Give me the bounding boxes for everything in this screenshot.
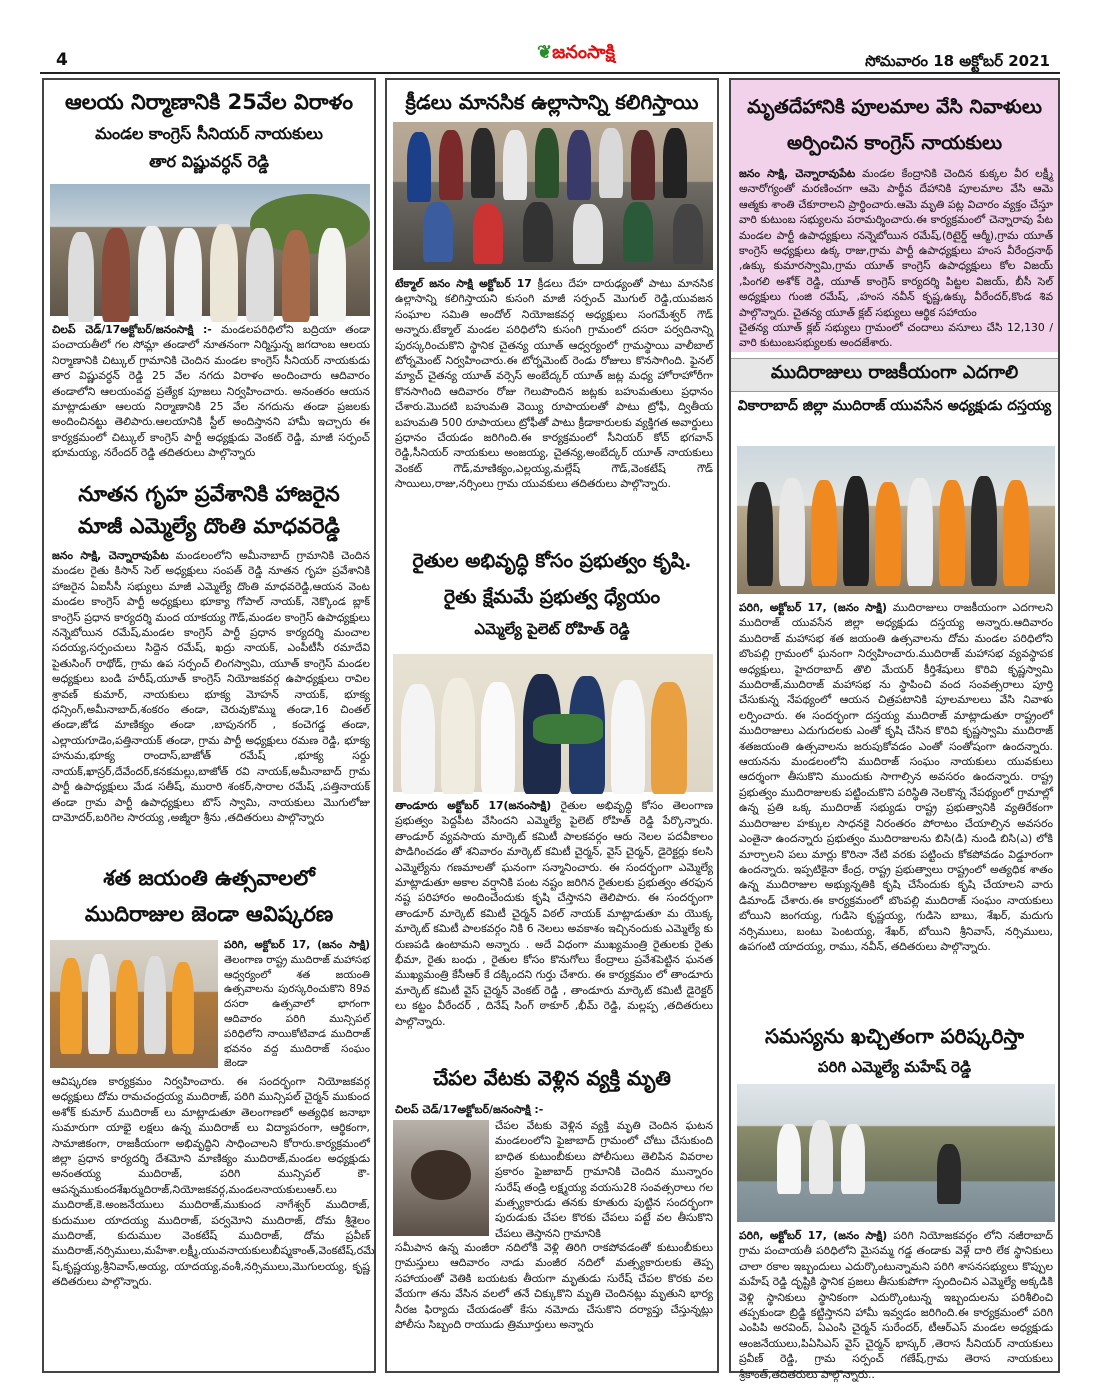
subheadline: వికారాబాద్ జిల్లా ముదిరాజ్ యువసేన అధ్యక్షుడు దస్తయ్య xyxy=(737,398,1052,414)
subheadline: ఎమ్మెల్యే పైలెట్ రోహిత్ రెడ్డి xyxy=(474,620,630,638)
headline-problem-solving: సమస్యను ఖచ్చితంగా పరిష్కరిస్తా xyxy=(764,1024,1025,1048)
subheadline: మండల కాంగ్రెస్ సీనియర్ నాయకులు xyxy=(95,124,323,143)
column-3 xyxy=(729,78,1060,1381)
headline-farmers: రైతుల అభివృద్ధి కోసం ప్రభుత్వం కృషి. xyxy=(412,550,692,572)
headline-housewarming: నూతన గృహ ప్రవేశానికి హాజరైన xyxy=(78,482,340,506)
article-body: చిలప్ చెడ్/17అక్టోబర్/జనంసాక్షి :- మండలపరిధిలోని బద్రియా తండా పంచాయతీలో గల సోమ్లా తండాలో నూతనంగా నిర్మిస్తున్న జగదాంబ ఆలయ నిర్మాణానికి చిట్కుల్ గ్రామానికి చెందిన మండల కాంగ్రెస్ సీనియర్ నాయకుడు తార విష్ణువర్ధన్ రెడ్డి 25 వేల నగదు విరాళం అందించారు ఆదివారం తండాలోని ఆలయంవద్ద ప్రత్యేక పూజలు నిర్వహించారు. అనంతరం ఆయన మాట్లాడుతూ ఆలయ నిర్మాణానికి 25 వేల నగదును తండా ప్రజలకు అందించినట్టు తెలిపారు.ఆలయానికి స్టీల్ అందిస్తానని హామీ ఇచ్చారు ఈ కార్యక్రమంలో చిట్కుల్ కాంగ్రెస్ పార్టీ అధ్యక్షుడు వెంకట్ రెడ్డి, మాజీ సర్పంచ్ భూమయ్య, నరేందర్ రెడ్డి తదితరులు పాల్గొన్నారు xyxy=(52,323,371,460)
column-2 xyxy=(385,78,719,1373)
bridge-site-photo xyxy=(737,1084,1055,1222)
headline-centenary: శత జయంతి ఉత్సవాలలో xyxy=(103,866,315,890)
headline-tribute: మృతదేహానికి పూలమాల వేసి నివాళులు xyxy=(747,96,1042,118)
mla-felicitation-photo xyxy=(393,654,713,792)
headline-flag-hoisting: ముదిరాజుల జెండా ఆవిష్కరణ xyxy=(84,902,334,926)
issue-date: సోమవారం 18 అక్టోబర్ 2021 xyxy=(865,52,1050,70)
article-body: జనం సాక్షి, చెన్నారావుపేట మండలంలోని అమీనాబాద్ గ్రామానికి చెందిన మండల రైతు కిసాన్ సెల్ అధ్యక్షులు సంపత్ రెడ్డి నూతన గృహ ప్రవేశానికి హాజరైన ఏఐసీసీ సభ్యులు మాజీ ఎమ్మెల్యే దొంతి మాధవరెడ్డి,ఆయన వెంట మండల కాంగ్రెస్ పార్టీ అధ్యక్షులు భూక్యా గోపాల్ నాయక్, నెక్కొండ బ్లాక్ కాంగ్రెస్ ప్రధాన కార్యదర్శి మంద యాకయ్య గౌడ్,మండల కాంగ్రెస్ ఉపాధ్యక్షులు నన్నెబోయిన రమేష్,మండల కాంగ్రెస్ పార్టీ ప్రధాన కార్యదర్శి మంచాల సదయ్య,సర్పంచులు సిద్దెన రమేష్, ఖద్రు నాయక్, ఎంపీటీసీ రమాదేవి పైతుసింగ్ రాథోడ్, గ్రామ ఉప సర్పంచ్ లింగస్వామి, యూత్ కాంగ్రెస్ మండల అధ్యక్షులు బండి హరీష్,యూత్ కాంగ్రెస్ నియోజకవర్గ ఉపాధ్యక్షులు రావిల శ్రావణ్ కుమార్, నాయకులు భూక్య మోహన్ నాయక్, భూక్య ధన్సింగ్,అమీనాబాద్,శంకరం తండా, చెరువుకొమ్ము తండా,16 చింతల్ తండా,జోడ మాణిక్యం తండా ,బాపునగర్ , కంచెగడ్డ తండా, ఎల్లాయగూడెం,పత్తినాయక్ తండా, గ్రామ పార్టీ అధ్యక్షులు రమణ రెడ్డి, భూక్య హనుమ,భూక్య రాందాస్,బాజోత్ రమేష్ ,భూక్య సర్దు నాయక్,ఖాస్రర్,దేవేందర్,కనకమల్లు,బాజోత్ రవి నాయక్,అమీనాబాద్ గ్రామ పార్టీ ఉపాధ్యక్షులు మేడ సతీష్, మురారి శంకర్,సారాల రమేష్ ,పత్తినాయక్ తండా గ్రామ పార్టీ ఉపాధ్యక్షులు బొస్ స్వామి, నాయకులు మొగులోజు దామోదర్,బరిగెల సారయ్య ,అజ్మీరా శ్రీను ,తదితరులు పాల్గొన్నారు xyxy=(52,549,371,824)
headline-housewarming-2: మాజీ ఎమ్మెల్యే దొంతి మాధవరెడ్డి xyxy=(78,514,340,538)
article-body: సమీపాన ఉన్న మంజీరా నదిలోకి వెళ్లి తిరిగి రాకపోవడంతో కుటుంబీకులు గ్రామస్తులు ఆదివారం నాడు మంజీర నదిలో మత్స్యకారులకు తెప్ప సహాయంతో వెతికి బయటకు తీయగా మృతుడు సురేష్ చేపల కొరకు వల వేయగా తను వేసిన వలలో తనే చిక్కుకొని మృతి చెందినట్లు మృతుని భార్య నీరజ ఫిర్యాదు చేయడంతో కేసు నమోదు చేసుకొని దర్యాప్తు చేస్తున్నట్లు పోలీసు సిబ్బంది రాయుడు త్రిమూర్తులు అన్నారు xyxy=(395,1241,713,1332)
subheadline: తార విష్ణువర్ధన్ రెడ్డి xyxy=(149,152,269,171)
column-1 xyxy=(42,78,376,1373)
article-body: తాండూరు అక్టోబర్ 17(జనంసాక్షి) రైతుల అభివృద్ధి కోసం తెలంగాణ ప్రభుత్వం పెద్దపీట వేసిందని ఎమ్మెల్యే పైలెట్ రోహిత్ రెడ్డి పేర్కొన్నారు. తాండూర్ వ్యవసాయ మార్కెట్ కమిటీ పాలకవర్గం ఆరు నెలల పదవీకాలం పొడిగించడం తో శనివారం మార్కెట్ కమిటీ చైర్మన్, వైస్ చైర్మన్, డైరెక్టర్లు కలసి ఎమ్మెల్యేను గణమాలతో ఘనంగా సన్మానించారు. ఈ సందర్భంగా ఎమ్మెల్యే మాట్లాడుతూ అకాల వర్షానికి పంట నష్టం జరిగిన రైతులకు ప్రభుత్వం తరఫున నష్ట పరిహారం అందించేందుకు కృషి చేస్తానని తెలిపారు. ఈ సందర్భంగా తాండూర్ మార్కెట్ కమిటీ చైర్మన్ విఠల్ నాయక్ మాట్లాడుతూ మ యొక్క మార్కెట్ కమిటీ పాలకవర్గం నికి 6 నెలలు అవకాశం ఇచ్చినందుకు ఎమ్మెల్యే కు రుణపడి ఉంటామని అన్నారు . అదే విధంగా ముఖ్యమంత్రి రైతులకు రైతు భీమా, రైతు బంధు , రైతుల కోసం కొనుగోలు కేంద్రాలు ప్రవేశపెట్టిన ఘనత ముఖ్యమంత్రి కేసీఆర్ కే దక్కిందని గుర్తు చేశారు. ఈ కార్యక్రమం లో తాండూరు మార్కెట్ కమిటీ వైస్ చైర్మన్ వెంకట్ రెడ్డి , తాండూరు మార్కెట్ కమిటీ డైరెక్టర్ లు కట్టం వీరేందర్ , దినేష్ సింగ్ ఠాకూర్ ,భీమ్ రెడ్డి, మల్లప్ప ,తదితరులు పాల్గొన్నారు. xyxy=(395,799,713,1028)
mudiraj-event-photo xyxy=(737,446,1055,594)
subheadline: పరిగి ఎమ్మెల్యే మహేష్ రెడ్డి xyxy=(817,1058,972,1076)
temple-donation-photo xyxy=(50,184,370,316)
headline-fishing-death: చేపల వేటకు వెళ్లిన వ్యక్తి మృతి xyxy=(433,1066,671,1090)
flag-hoisting-photo xyxy=(50,940,218,1068)
article-body: పరిగి, అక్టోబర్ 17, (జనం సాక్షి) ముదిరాజులు రాజకీయంగా ఎదగాలని ముదిరాజ్ యువసేన జిల్లా అధ్యక్షుడు దస్తయ్య అన్నారు.ఆదివారం ముదిరాజ్ మహాసభ శత జయంతి ఉత్సవాలను దోమ మండల పరిధిలోని బొంపల్లి గ్రామంలో ఘనంగా నిర్వహించారు.ముదిరాజ్ మహాసభ వ్యవస్థాపక అధ్యక్షులు, హైదరాబాద్ తొలి మేయర్ కీర్తిశేషులు కొరివి కృష్ణస్వామి ముదిరాజ్,ముదిరాజ్ మహాసభ ను స్థాపించి వంద సంవత్సరాలు పూర్తి చేసుకున్న నేపథ్యంలో ఆయన చిత్రపటానికి పూలమాలలు వేసి నివాళు లర్పించారు. ఈ సందర్భంగా దస్తయ్య ముదిరాజ్ మాట్లాడుతూ రాష్ట్రంలో ముదిరాజులు ఎదుగుదలకు ఎంతో కృషి చేసిన కొరివి కృష్ణస్వామి ముదిరాజ్ శతజయంతి ఉత్సవాలను జరుపుకోవడం ఎంతో సంతోషంగా ఉందన్నారు. ఆయనను మండలంలోని ముదిరాజ్ సంఘం నాయకులు యువకులు ఆదర్శంగా తీసుకొని ముందుకు సాగాల్సిన అవసరం ఉందన్నారు. రాష్ట్ర ప్రభుత్వం ముదిరాజులకు పట్టించుకొని పరిస్థితి నెలకొన్న నేపథ్యంలో గ్రామాల్లో ఉన్న ప్రతి ఒక్క ముదిరాజ్ సభ్యుడు రాష్ట్ర ప్రభుత్వానికి వ్యతిరేకంగా ముదిరాజుల హక్కుల సాధనకై నిరంతరం పోరాటం చేయాల్సిన అవసరం ఎంతైనా ఉందన్నారు ప్రభుత్వం ముదిరాజులను బిసి(డి) నుండి బిసి(ఎ) లోకి మార్చాలని పలు మార్లు కొరినా నేటి వరకు పట్టించు కోకపోవడం విడ్డూరంగా ఉందన్నారు. ఇప్పటికైనా కేంద్ర, రాష్ట్ర ప్రభుత్వాలు రాష్ట్రంలో అత్యధిక శాతం ఉన్న ముదిరాజుల అభ్యున్నతికి కృషి చేసేందుకు కృషి చేయాలని వారు డిమాండ్ చేశారు.ఈ కార్యక్రమంలో బొంపల్లి ముదిరాజ్ సంఘం నాయకులు బోయిని జంగయ్య, గుడిసె కృష్ణయ్య, గుడిసె బాబు, శేఖర్, మదుగు నర్సిములు, బంటు పెంటయ్య, శేఖర్, బోయిని శ్రీనివాస్, నర్సిములు, ఉపగంటి యాదయ్య, రాము, నవీన్, తదితరులు పాల్గొన్నారు. xyxy=(739,601,1053,953)
headline-tribute-2: అర్పించిన కాంగ్రెస్ నాయకులు xyxy=(786,132,1003,154)
volleyball-team-photo xyxy=(393,122,713,270)
article-body: చైతన్య యూత్ క్లబ్ సభ్యులు గ్రామంలో చందాలు వసూలు చేసి 12,130 / వారి కుటుంబసభ్యులకు అందజేశారు. xyxy=(739,321,1053,350)
article-dateline: చిలప్ చెడ్/17అక్టోబర్/జనంసాక్షి :- xyxy=(395,1103,544,1116)
article-body: టేక్మాల్ జనం సాక్షి అక్టోబర్ 17 క్రీడలు దేహ దారుఢ్యంతో పాటు మానసిక ఉల్లాసాన్ని కలిగిస్తాయని కుసంగి మాజీ సర్పంచ్ మొగుల్ రెడ్డి,యువజన సంఘాల సమితి అందోల్ నియోజకవర్గ అధ్యక్షులు సంగమేశ్వర్ గౌడ్ అన్నారు.టేక్మాల్ మండల పరిధిలోని కుసంగి గ్రామంలో దసరా పర్వదినాన్ని పురస్కరించుకొని స్థానిక చైతన్య యూత్ ఆధ్వర్యంలో గ్రామస్థాయి వాలీబాల్ టోర్నమెంట్ నిర్వహించారు.ఈ టోర్నమెంట్ రెండు రోజులు కొనసాగింది. ఫైనల్ మ్యాచ్ చైతన్య యూత్ వర్సెస్ అంబేద్కర్ యూత్ జట్ల మధ్య హోరాహోరీగా కొనసాగింది ఆదివారం రోజు గెలుపొందిన జట్లకు బహుమతులు ప్రధానం చేశారు.మొదటి బహుమతి వెయ్యి రూపాయలతో పాటు ట్రోఫీ, ద్వితీయ బహుమతి 500 రూపాయలు ట్రోఫీతో పాటు క్రీడాకారులకు వ్యక్తిగత అవార్డులు ప్రధానం చేయడం జరిగింది.ఈ కార్యక్రమంలో సీనియర్ కోచ్ భగవాన్ రెడ్డి,సీనియర్ నాయకులు అంజయ్య, చైతన్య,అంబేద్కర్ యూత్ నాయకులు వెంకట్ గౌడ్,మాణిక్యం,ఎల్లయ్య,మల్లేష్ గౌడ్,వెంకటేష్ గౌడ్ సాయిలు,రాజు,నర్సింలు గ్రామ యువకులు తదితరులు పాల్గొన్నారు. xyxy=(395,277,713,491)
headline-sports: క్రీడలు మానసిక ఉల్లాసాన్ని కలిగిస్తాయి xyxy=(405,90,699,114)
newspaper-logo: ❦జనంసాక్షి xyxy=(537,42,615,63)
article-body: జనం సాక్షి, చెన్నారావుపేట మండల కేంద్రానికి చెందిన కుక్కల వీర లక్ష్మీ అనారోగ్యంతో మరణించగా ఆమె పార్థీవ దేహానికి పూలమాల వేసి ఆమె ఆత్మకు శాంతి చేకూరాలని ప్రార్థించారు.ఆమె మృతి పట్ల విచారం వ్యక్తం చేస్తూ వారి కుటుంబ సభ్యులను పరామర్శించారు.ఈ కార్యక్రమంలో చెన్నారావు పేట మండల పార్టీ ఉపాధ్యక్షులు నన్నెబోయిన రమేష్,(రిటైర్డ్ ఆర్మీ),గ్రామ యూత్ కాంగ్రెస్ అధ్యక్షులు ఉక్క రాజు,గ్రామ పార్టీ ఉపాధ్యక్షులు హంస వీరేంద్రనాథ్ ,ఉక్కు కుమారస్వామి,గ్రామ యూత్ కాంగ్రెస్ ఉపాధ్యక్షులు కోల విజయ్ ,పింగలి అశోక్ రెడ్డి, యూత్ కాంగ్రెస్ కార్యదర్శి పిట్టల విజయ్, బీసీ సెల్ అధ్యక్షులు గుంజి రమేష్, ,హంస నవీన్ కృష్ణ,ఉక్కు వీరేందర్,కొండ శివ పాల్గొన్నారు. చైతన్య యూత్ క్లబ్ సభ్యులు ఆర్థిక సహాయం xyxy=(739,167,1054,319)
headline-temple-donation: ఆలయ నిర్మాణానికి 25వేల విరాళం xyxy=(65,90,353,114)
masthead xyxy=(40,42,1060,74)
deceased-photo xyxy=(393,1120,489,1236)
headline-farmers-2: రైతు క్షేమమే ప్రభుత్వ ధ్యేయం xyxy=(443,586,661,608)
headline-mudiraj-politics: ముదిరాజులు రాజకీయంగా ఎదగాలి xyxy=(770,362,1019,383)
article-body: ఆవిష్కరణ కార్యక్రమం నిర్వహించారు. ఈ సందర్భంగా నియోజకవర్గ అధ్యక్షులు దోమ రామచంద్రయ్య ముదిరాజ్, పరిగి మున్సిపల్ చైర్మన్ ముకుంద అశోక్ కుమార్ ముదిరాజ్ లు మాట్లాడుతూ తెలంగాణలో అత్యధిక జనాభా సుమారుగా యాభై లక్షలు ఉన్న ముదిరాజ్ లు విద్యాపరంగా, ఆర్థికంగా, సామాజికంగా, రాజకీయంగా అభివృద్ధిని సాధించాలని కోరారు.కార్యక్రమంలో జిల్లా ప్రధాన కార్యదర్శి దేశమోని మాణిక్యం ముదిరాజ్,మండల అధ్యక్షుడు అనంతయ్య ముదిరాజ్, పరిగి మున్సిపల్ కౌ- ఆపన్నముకుందశేఖర్ముదిరాజ్,నియోజకవర్గ,మండలనాయకులుఆర్.లు ముదిరాజ్,కె.అంజనేయులు ముదిరాజ్,ముకుంద నాగేశ్వర్ ముదిరాజ్, కుదుముల యాదయ్య ముదిరాజ్, పర్వమోని ముదిరాజ్, దోమ శ్రీశైలం ముదిరాజ్, కుదుముల వెంకటేష్ ముదిరాజ్, దోమ ప్రవీణ్ ముదిరాజ్,నర్సిములు,మహేశా.లక్ష్మీ,యువనాయకులుబీష్మకాంత్,వెంకటేష్,రమే ష్,కృష్ణయ్య,శ్రీనివాస్,అయ్య, యాదయ్య,వంశీ,నర్సిములు,మొగులయ్య, కృష్ణ తదితరులు పాల్గొన్నారు. xyxy=(52,1075,375,1289)
page-number: 4 xyxy=(56,50,68,70)
article-body: పరిగి, అక్టోబర్ 17, (జనం సాక్షి) తెలంగాణ రాష్ట్ర ముదిరాజ్ మహాసభ ఆధ్వర్యంలో శత జయంతి ఉత్సవాలను పురస్కరించుకొని 89వ దసరా ఉత్సవాలో భాగంగా ఆదివారం పరిగి మున్సిపల్ పరిధిలోని నాయికోటివాడ ముదిరాజ్ భవనం వద్ద ముదిరాజ్ సంఘం జెండా xyxy=(224,939,370,1070)
article-body: పరిగి, అక్టోబర్ 17, (జనం సాక్షి) పరిగి నియోజకవర్గం లోని నజీరాబాద్ గ్రామ పంచాయతీ పరిధిలోని మైసమ్మ గడ్డ తండాకు వెళ్లే దారి లేక స్థానికులు చాలా రకాల ఇబ్బందులు ఎదుర్కొంటున్నామని పరిగి శాసనసభ్యులు కొప్పుల మహేష్ రెడ్డి దృష్టికి స్థానిక ప్రజలు తీసుకుపోగా స్పందించిన ఎమ్మెల్యే అక్కడికి వెళ్లి స్థానికులు స్థానికంగా ఎదుర్కొంటున్న ఇబ్బందులను పరిశీలించి తప్పకుండా బ్రిడ్జి కట్టిస్తానని హామీ ఇవ్వడం జరిగింది.ఈ కార్యక్రమంలో పరిగి ఎంపిపి అరవింద్, ఏఎంసి చైర్మన్ సురేందర్, టీఆర్ఎస్ మండల అధ్యక్షుడు ఆంజనేయులు,పిఏసిఎస్ వైస్ చైర్మన్ భాస్కర్ ,తెరాస సీనియర్ నాయకులు ప్రవీణ్ రెడ్డి, గ్రామ సర్పంచ్ గణేష్,గ్రామ తెరాస నాయకులు శ్రీకాంత్,తదితరులు పాల్గొన్నారు.. xyxy=(739,1229,1053,1381)
article-body: చేపల వేటకు వెళ్లిన వ్యక్తి మృతి చెందిన ఘటన మండలంలోని ఫైజాబాద్ గ్రామంలో చోటు చేసుకుంది బాధిత కుటుంబీకులు పోలీసులు తెలిపిన వివరాల ప్రకారం ఫైజాబాద్ గ్రామానికి చెందిన మున్నారం సురేష్ తండ్రి లక్ష్మయ్య వయసు28 సంవత్సరాలు గల మత్స్యకారుడు తనకు కూతురు పుట్టిన సందర్భంగా పురుడుకు చేపల కొరకు చేపలు పట్టే వల తీసుకొని చేపలు తెస్తానని గ్రామానికి xyxy=(495,1119,713,1240)
leaf-icon: ❦ xyxy=(537,42,553,63)
